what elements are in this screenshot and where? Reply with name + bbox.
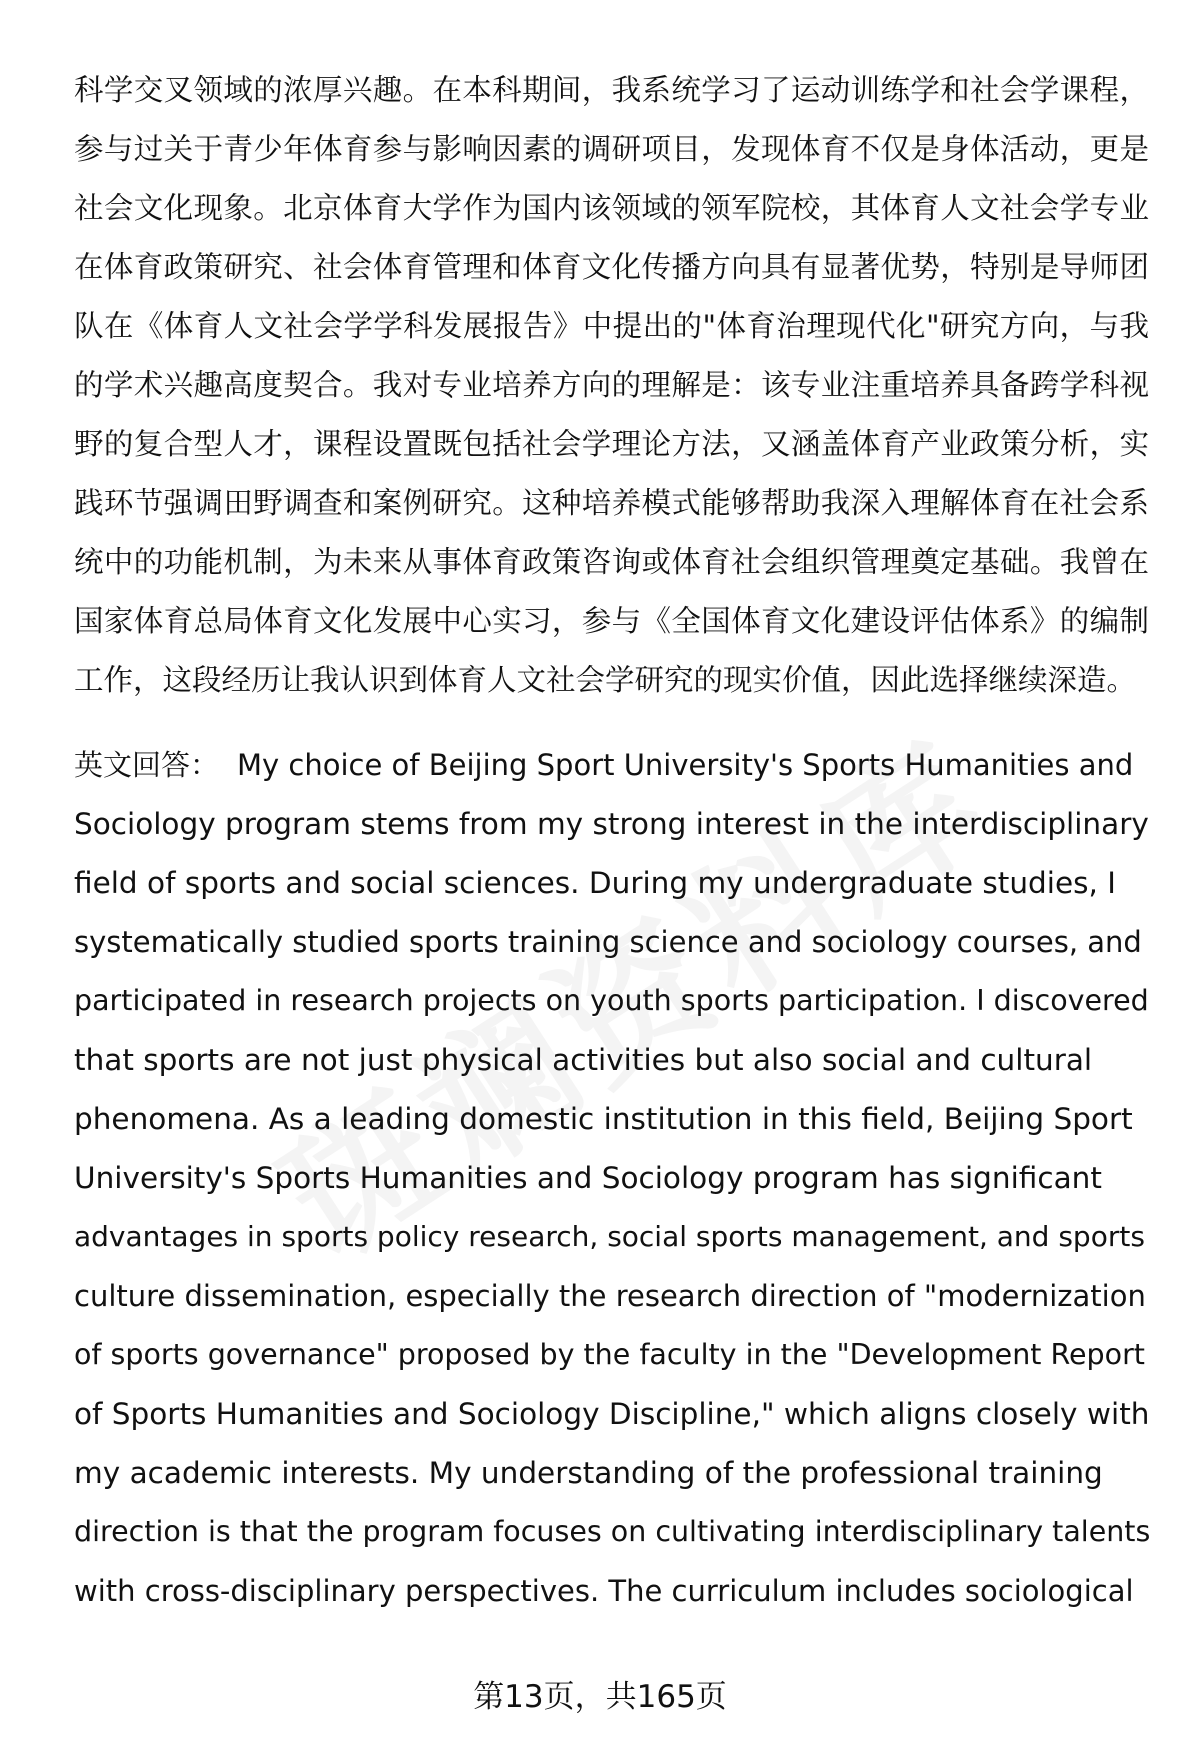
text-line: phenomena. As a leading domestic institution in this field, Beijing Sport	[74, 1102, 1133, 1136]
text-line: 工作，这段经历让我认识到体育人文社会学研究的现实价值，因此选择继续深造。	[74, 663, 1137, 697]
english-answer-first-line: My choice of Beijing Sport University's Sports Humanities and	[237, 748, 1134, 782]
text-line	[74, 745, 1149, 785]
text-line: culture dissemination, especially the research direction of "modernization	[74, 1279, 1146, 1313]
text-line: 在体育政策研究、社会体育管理和体育文化传播方向具有显著优势，特别是导师团	[74, 250, 1149, 284]
text-line: 践环节强调田野调查和案例研究。这种培养模式能够帮助我深入理解体育在社会系	[74, 486, 1149, 520]
text-line: 统中的功能机制，为未来从事体育政策咨询或体育社会组织管理奠定基础。我曾在	[74, 545, 1149, 579]
text-line: 科学交叉领域的浓厚兴趣。在本科期间，我系统学习了运动训练学和社会学课程，	[74, 73, 1149, 107]
text-line: 野的复合型人才，课程设置既包括社会学理论方法，又涵盖体育产业政策分析，实	[74, 427, 1149, 461]
text-line: that sports are not just physical activities but also social and cultural	[74, 1043, 1093, 1077]
text-line: direction is that the program focuses on cultivating interdisciplinary talents	[74, 1515, 1151, 1548]
text-line: University's Sports Humanities and Sociology program has significant	[74, 1161, 1102, 1195]
text-line: systematically studied sports training science and sociology courses, and	[74, 925, 1142, 959]
text-line: my academic interests. My understanding of the professional training	[74, 1456, 1103, 1490]
text-line: 的学术兴趣高度契合。我对专业培养方向的理解是：该专业注重培养具备跨学科视	[74, 368, 1149, 402]
text-line: 国家体育总局体育文化发展中心实习，参与《全国体育文化建设评估体系》的编制	[74, 604, 1149, 638]
text-line: of sports governance" proposed by the faculty in the "Development Report	[74, 1338, 1145, 1371]
text-line: 社会文化现象。北京体育大学作为国内该领域的领军院校，其体育人文社会学专业	[74, 191, 1149, 225]
text-line: 队在《体育人文社会学学科发展报告》中提出的"体育治理现代化"研究方向，与我	[74, 309, 1149, 343]
page-number: 第13页，共165页	[473, 1679, 727, 1715]
text-line: Sociology program stems from my strong interest in the interdisciplinary	[74, 807, 1149, 841]
text-line: with cross-disciplinary perspectives. The curriculum includes sociological	[74, 1574, 1134, 1608]
text-line: 参与过关于青少年体育参与影响因素的调研项目，发现体育不仅是身体活动，更是	[74, 132, 1149, 166]
english-answer-label: 英文回答：	[74, 748, 220, 782]
text-line: field of sports and social sciences. During my undergraduate studies, I	[74, 866, 1116, 900]
text-line: advantages in sports policy research, social sports management, and sports	[74, 1220, 1145, 1253]
text-line: participated in research projects on youth sports participation. I discovered	[74, 984, 1149, 1017]
text-line: of Sports Humanities and Sociology Discipline," which aligns closely with	[74, 1397, 1150, 1431]
